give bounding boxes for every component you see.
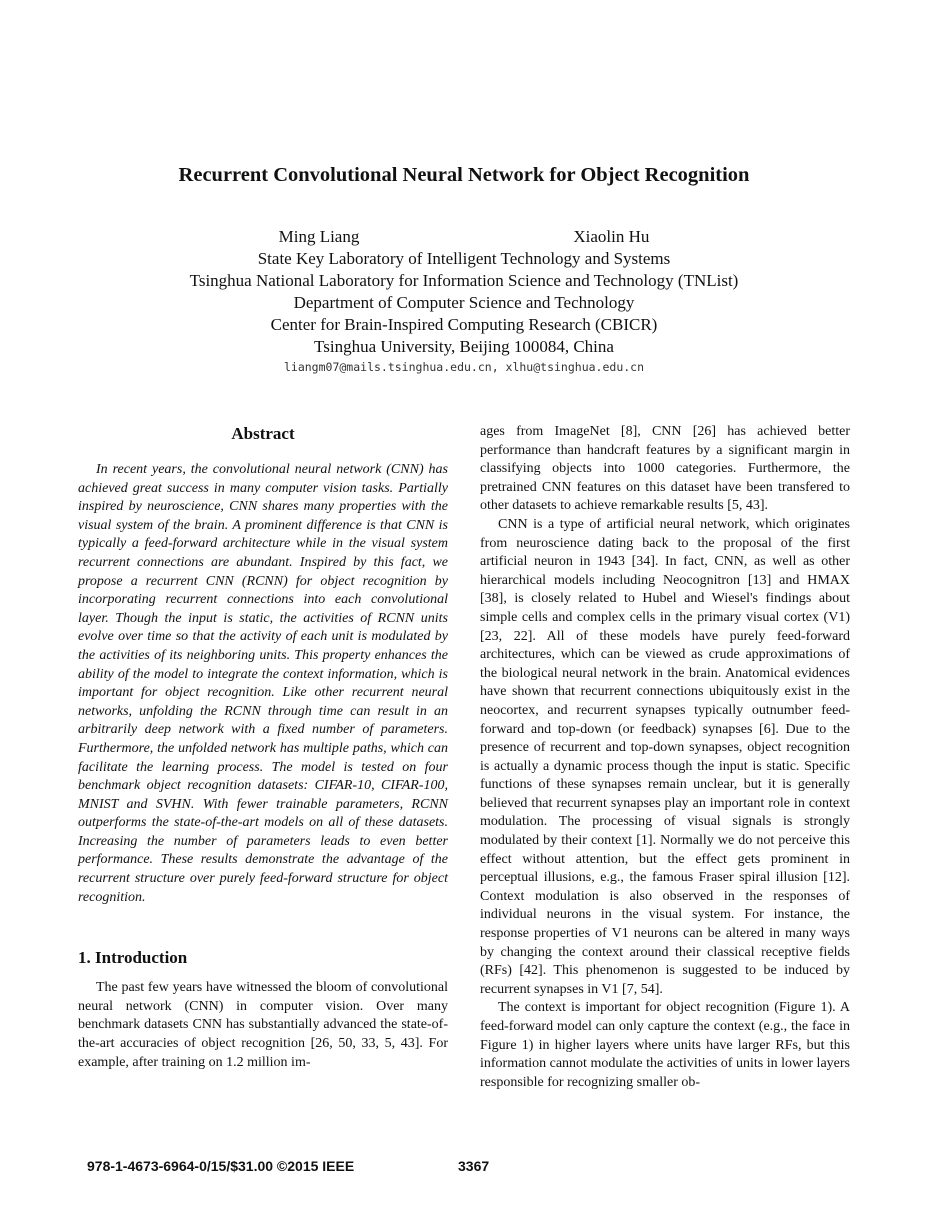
affiliation-line: Department of Computer Science and Technology: [293, 293, 635, 312]
footer-isbn: 978-1-4673-6964-0/15/$31.00 ©2015 IEEE: [87, 1158, 355, 1174]
page-number: 3367: [458, 1158, 490, 1174]
right-column: [480, 423, 850, 1092]
author-emails: liangm07@mails.tsinghua.edu.cn, xlhu@tsinghua.edu.cn: [283, 360, 645, 374]
affiliation-line: Tsinghua University, Beijing 100084, China: [314, 337, 614, 356]
affiliation-line: State Key Laboratory of Intelligent Technology and Systems: [257, 249, 671, 268]
author-names: [0, 226, 928, 248]
affiliation-line: Center for Brain-Inspired Computing Research (CBICR): [270, 315, 658, 334]
left-column: [78, 423, 448, 1072]
affiliation-line: Tsinghua National Laboratory for Information Science and Technology (TNList): [189, 271, 739, 290]
abstract-body: In recent years, the convolutional neural network (CNN) has achieved great success in many computer vision tasks. Partially inspired by neuroscience, CNN shares many properties with the visual system of the brain. A prominent difference is that CNN is typically a feed-forward architecture while in the visual system recurrent connections are abundant. Inspired by this fact, we propose a recurrent CNN (RCNN) for object recognition by incorporating recurrent connections into each convolutional layer. Though the input is static, the activities of RCNN units evolve over time so that the activity of each unit is modulated by the activities of its neighboring units. This property enhances the ability of the model to integrate the context information, which is important for object recognition. Like other recurrent neural networks, unfolding the RCNN through time can result in an arbitrarily deep network with a fixed number of parameters. Furthermore, the unfolded network has multiple paths, which can facilitate the learning process. The model is tested on four benchmark object recognition datasets: CIFAR-10, CIFAR-100, MNIST and SVHN. With fewer trainable parameters, RCNN outperforms the state-of-the-art models on all of these datasets. Increasing the number of parameters leads to even better performance. These results demonstrate the advantage of the recurrent structure over purely feed-forward structure for object recognition.: [78, 462, 448, 905]
author-name: Ming Liang: [278, 227, 360, 246]
intro-paragraph-continued: ages from ImageNet [8], CNN [26] has achieved better performance than handcraft features by a significant margin in classifying objects into 1000 categories. Furthermore, the pretrained CNN features on this dataset have been transfered to other datasets to achieve remarkable results [5, 43].: [480, 424, 850, 514]
intro-paragraph: The context is important for object recognition (Figure 1). A feed-forward model can only capture the context (e.g., the face in Figure 1) in higher layers where units have larger RFs, but this information cannot modulate the activities of units in lower layers responsible for recognizing smaller ob-: [480, 1000, 850, 1090]
intro-paragraph: CNN is a type of artificial neural network, which originates from neuroscience dating back to the proposal of the first artificial neuron in 1943 [34]. In fact, CNN, as well as other hierarchical models including Neocognitron [13] and HMAX [38], is closely related to Hubel and Wiesel's findings about simple cells and complex cells in the primary visual cortex (V1)[23, 22]. All of these models have purely feed-forward architectures, which can be viewed as crude approximations of the biological neural network in the brain. Anatomical evidences have shown that recurrent connections ubiquitously exist in the neocortex, and recurrent synapses typically outnumber feed-forward and top-down (or feedback) synapses [6]. Due to the presence of recurrent and top-down synapses, object recognition is actually a dynamic process though the input is static. Specific functions of these synapses remain unclear, but it is generally believed that recurrent synapses play an important role in context modulation. The processing of visual signals is strongly modulated by their context [1]. Normally we do not perceive this effect without attention, but the effect gets prominent in perceptual illusions, e.g., the famous Fraser spiral illusion [12]. Context modulation is also observed in the responses of individual neurons in the visual system. For instance, the response properties of V1 neurons can be altered in many ways by changing the context around their classical receptive fields (RFs) [42]. This phenomenon is suggested to be induced by recurrent synapses in V1 [7, 54].: [480, 516, 850, 997]
author-name: Xiaolin Hu: [573, 227, 650, 246]
intro-paragraph: The past few years have witnessed the bloom of convolutional neural network (CNN) in computer vision. Over many benchmark datasets CNN has substantially advanced the state-of-the-art accuracies of object recognition [26, 50, 33, 5, 43]. For example, after training on 1.2 million im-: [78, 980, 448, 1070]
introduction-heading: 1. Introduction: [78, 948, 188, 968]
abstract-heading: Abstract: [231, 424, 295, 443]
paper-title: Recurrent Convolutional Neural Network for Object Recognition: [178, 164, 750, 186]
author-block: [0, 226, 928, 358]
